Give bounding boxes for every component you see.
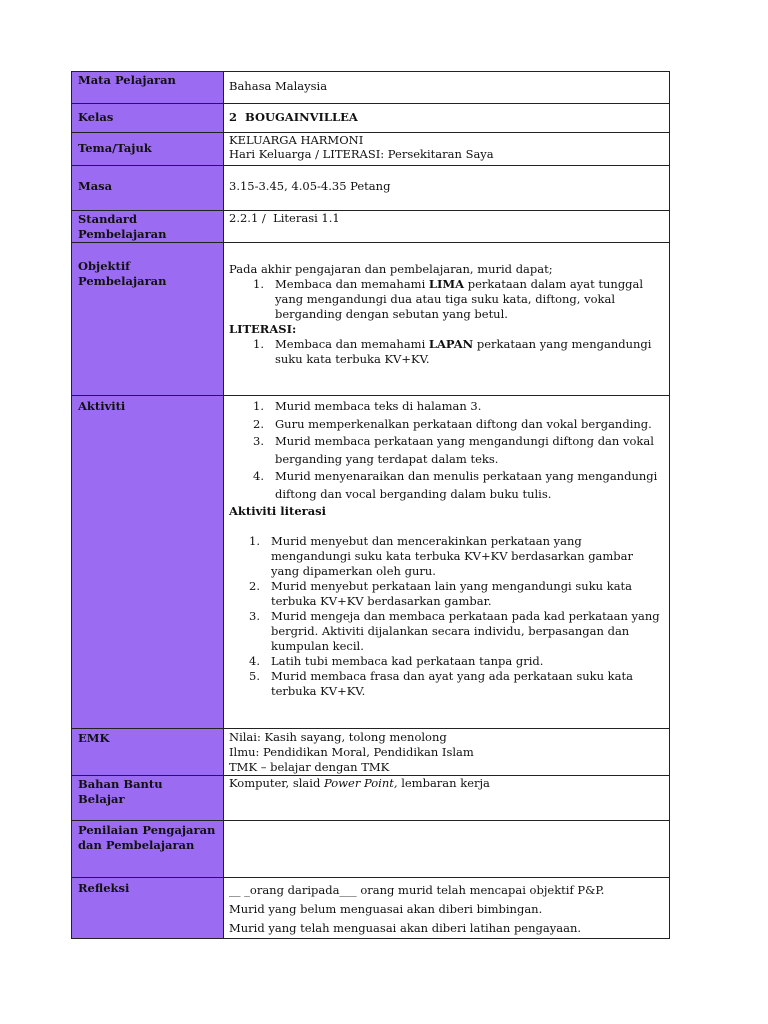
list-number: 3. (249, 609, 260, 623)
aktiviti-item-text: Guru memperkenalkan perkataan diftong dan vokal berganding. (275, 416, 652, 431)
label-cell (72, 776, 224, 821)
value-masa: 3.15-3.45, 4.05-4.35 Petang (229, 179, 391, 193)
aktiviti-item (229, 416, 664, 434)
row-emk (72, 729, 670, 776)
literasi-item-text: Murid membaca frasa dan ayat yang ada perkataan suku kata terbuka KV+KV. (271, 669, 633, 698)
objektif-literasi-heading: LITERASI: (229, 322, 297, 336)
aktiviti-item (229, 468, 664, 503)
label-mata-pelajaran: Mata Pelajaran (78, 73, 176, 87)
label-standard: Standard Pembelajaran (78, 212, 167, 241)
aktiviti-item-text: Murid membaca teks di halaman 3. (275, 399, 482, 413)
row-standard (72, 211, 670, 243)
emk-content (224, 729, 669, 775)
label-penilaian-line1: Penilaian Pengajaran (78, 823, 216, 837)
label-aktiviti: Aktiviti (78, 399, 126, 413)
value-cell (224, 396, 670, 729)
literasi-item (229, 579, 664, 609)
aktiviti-literasi-heading: Aktiviti literasi (229, 504, 327, 518)
label-cell (72, 104, 224, 133)
row-penilaian (72, 821, 670, 878)
label-penilaian-line2: dan Pembelajaran (78, 838, 195, 852)
value-cell (224, 72, 670, 104)
literasi-item-text: Murid mengeja dan membaca perkataan pada kad perkataan yang bergrid. Aktiviti dijalankan secara individu, berpasangan dan kumpulan kecil. (271, 609, 660, 653)
literasi-item (229, 534, 664, 579)
label-cell (72, 72, 224, 104)
row-aktiviti (72, 396, 670, 729)
label-kelas: Kelas (78, 110, 114, 124)
value-tema-line2: Hari Keluarga / LITERASI: Persekitaran Saya (229, 147, 494, 161)
list-number: 4. (253, 469, 264, 483)
label-tema: Tema/Tajuk (78, 141, 152, 155)
aktiviti-literasi-list (229, 534, 664, 699)
value-cell (224, 104, 670, 133)
objektif-item-2-pre: Membaca dan memahami (275, 337, 429, 351)
literasi-item (229, 669, 664, 699)
label-bahan-bantu (72, 776, 223, 807)
bahan-bantu-value (224, 776, 669, 791)
row-objektif (72, 243, 670, 396)
label-cell (72, 133, 224, 166)
objektif-item-1-bold: LIMA (428, 277, 465, 291)
label-cell (72, 396, 224, 729)
label-cell (72, 878, 224, 939)
label-refleksi: Refleksi (78, 881, 130, 895)
list-number: 4. (249, 654, 260, 668)
row-mata-pelajaran (72, 72, 670, 104)
objektif-item-1-pre: Membaca dan memahami (275, 277, 429, 291)
objektif-item-2-bold: LAPAN (428, 337, 474, 351)
value-tema-line1: KELUARGA HARMONI (229, 133, 364, 147)
literasi-item (229, 609, 664, 654)
lesson-plan-table (71, 71, 670, 939)
value-cell (224, 166, 670, 211)
value-cell (224, 729, 670, 776)
emk-line-3: TMK – belajar dengan TMK (229, 760, 390, 774)
label-cell (72, 243, 224, 396)
aktiviti-item-text: Murid membaca perkataan yang mengandungi diftong dan vokal berganding yang terdapat dalam teks. (275, 434, 654, 466)
aktiviti-item (229, 398, 664, 416)
refleksi-line-3: Murid yang telah menguasai akan diberi latihan pengayaan. (229, 921, 582, 935)
row-masa (72, 166, 670, 211)
value-cell (224, 776, 670, 821)
value-mata-pelajaran: Bahasa Malaysia (229, 79, 328, 93)
aktiviti-item (229, 433, 664, 468)
row-tema (72, 133, 670, 166)
list-number: 1. (249, 534, 260, 548)
aktiviti-item-text: Murid menyenaraikan dan menulis perkataan yang mengandungi diftong dan vocal berganding dalam buku tulis. (275, 469, 658, 501)
value-cell (224, 133, 670, 166)
literasi-item (229, 654, 664, 669)
label-cell (72, 211, 224, 243)
label-masa: Masa (78, 179, 113, 193)
label-emk: EMK (78, 731, 110, 745)
list-number: 1. (253, 277, 264, 291)
value-cell (224, 243, 670, 396)
label-bahan-bantu-line2: Belajar (78, 792, 125, 806)
list-number: 5. (249, 669, 260, 683)
objektif-list (229, 277, 664, 322)
objektif-literasi-list (229, 337, 664, 367)
bbm-post: lembaran kerja (397, 776, 490, 790)
literasi-item-text: Latih tubi membaca kad perkataan tanpa grid. (271, 654, 544, 668)
row-refleksi (72, 878, 670, 939)
objektif-intro: Pada akhir pengajaran dan pembelajaran, murid dapat; (229, 262, 553, 276)
bbm-italic: Power Point, (323, 776, 398, 790)
objektif-item-1 (229, 277, 664, 322)
row-kelas (72, 104, 670, 133)
literasi-item-text: Murid menyebut perkataan lain yang mengandungi suku kata terbuka KV+KV berdasarkan gambar. (271, 579, 633, 608)
value-cell (224, 821, 670, 878)
value-standard: 2.2.1 / Literasi 1.1 (229, 211, 340, 225)
value-cell (224, 878, 670, 939)
emk-line-2: Ilmu: Pendidikan Moral, Pendidikan Islam (229, 745, 474, 759)
list-number: 1. (253, 399, 264, 413)
label-cell (72, 821, 224, 878)
objektif-item-2-post: perkataan yang mengandungi suku kata terbuka KV+KV. (275, 337, 652, 366)
objektif-item-1-post: perkataan dalam ayat tunggal yang mengandungi dua atau tiga suku kata, diftong, vokal berganding dengan sebutan yang betul. (275, 277, 644, 321)
emk-line-1: Nilai: Kasih sayang, tolong menolong (229, 730, 447, 744)
list-number: 1. (253, 337, 264, 351)
label-objektif: Objektif Pembelajaran (78, 259, 167, 288)
bbm-pre: Komputer, slaid (229, 776, 324, 790)
label-penilaian (72, 821, 223, 853)
objektif-content (224, 243, 669, 367)
list-number: 2. (253, 416, 264, 431)
aktiviti-list (229, 398, 664, 503)
literasi-item-text: Murid menyebut dan mencerakinkan perkataan yang mengandungi suku kata terbuka KV+KV berdasarkan gambar yang dipamerkan oleh guru. (271, 534, 634, 578)
refleksi-line-2: Murid yang belum menguasai akan diberi bimbingan. (229, 902, 543, 916)
value-cell (224, 211, 670, 243)
aktiviti-content (224, 396, 669, 699)
value-kelas: 2 BOUGAINVILLEA (229, 110, 358, 124)
label-cell (72, 166, 224, 211)
objektif-item-2 (229, 337, 664, 367)
row-bahan-bantu (72, 776, 670, 821)
list-number: 2. (249, 579, 260, 593)
refleksi-content (224, 878, 669, 938)
label-cell (72, 729, 224, 776)
refleksi-line-1: __ _orang daripada___ orang murid telah mencapai objektif P&P. (229, 883, 605, 897)
label-bahan-bantu-line1: Bahan Bantu (78, 777, 163, 791)
list-number: 3. (253, 434, 264, 448)
